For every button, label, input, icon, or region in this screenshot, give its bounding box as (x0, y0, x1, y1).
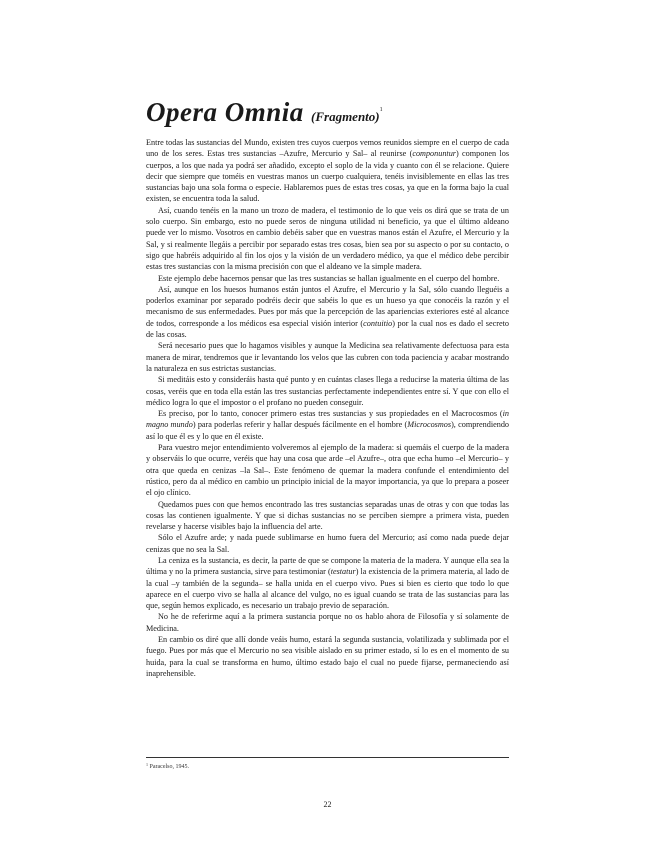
paragraph-13: En cambio os diré que allí donde veáis humo, estará la segunda sustancia, volatilizada y sublimada por el fuego. Pues por más que el Mercurio no sea visible aislado en su primer estado, sí lo es en el momento de su huida, para la cual se transforma en humo, último estado bajo el cual no puede fijarse, permaneciendo así inaprehensible. (146, 635, 509, 678)
paragraph-5: Será necesario pues que lo hagamos visibles y aunque la Medicina sea relativamente defectuosa para esta manera de mirar, tendremos que ir levantando los velos que las cubren con toda paciencia y acabar mostrando la naturaleza en sus estrictas sustancias. (146, 341, 509, 373)
page-title (146, 94, 383, 133)
paragraph-9: Quedamos pues con que hemos encontrado las tres sustancias separadas unas de otras y con que todas las cosas las contienen igualmente. Y que si dichas sustancias no se perciben siempre a primera vista, pueden revelarse y hacerse visibles bajo la influencia del arte. (146, 499, 509, 532)
paragraph-3: Este ejemplo debe hacernos pensar que las tres sustancias se hallan igualmente en el cuerpo del hombre. (158, 273, 500, 283)
paragraph-11: La ceniza es la sustancia, es decir, la parte de que se compone la materia de la madera. Y aunque ella sea la última y no la primera sustancia, sirve para testimoniar (testatur) la existencia de la primera materia, al lado de la cual –y también de la segunda– se halla unida en el cuerpo vivo. Pues si bien es cierto que todo lo que aparece en el cuerpo vivo se halla al alcance del vulgo, no es igual cuando se trata de las sustancias para las que, según hemos explicado, es necesario un trabajo previo de separación. (146, 555, 509, 611)
footnote-divider (146, 757, 509, 758)
title-main: Opera Omnia (146, 97, 304, 127)
paragraph-8: Para vuestro mejor entendimiento volveremos al ejemplo de la madera: si quemáis el cuerpo de la madera y observáis lo que ocurre, veréis que hay una cosa que arde –el Azufre–, otra que echa humo –el Mercurio– y otra que queda en cenizas –la Sal–. Este fenómeno de quemar la madera confunde el entendimiento del rústico, pero da al médico en cambio un principio inicial de la mayor importancia, ya que lo prepara a poseer el ojo clínico. (146, 443, 509, 498)
title-subtitle: (Fragmento) (311, 109, 380, 124)
page-number: 22 (323, 800, 332, 809)
title-footnote-marker: 1 (379, 107, 384, 113)
paragraph-1: Entre todas las sustancias del Mundo, existen tres cuyos cuerpos vemos reunidos siempre en el cuerpo de cada uno de los seres. Estas tres sustancias –Azufre, Mercurio y Sal– al reunirse (componuntur) componen los cuerpos, a los que nada ya podrá ser añadido, excepto el soplo de la vida y cuanto con él se relacione. Quiere decir que siempre que toméis en vuestras manos un cuerpo cualquiera, tenéis invisiblemente en ellas las tres sustancias bajo una sola forma o especie. Hablaremos pues de estas tres cosas, ya que en la forma bajo la cual existen, se encuentra toda la salud. (146, 138, 510, 204)
article-body (146, 137, 509, 679)
footnote (146, 761, 189, 771)
paragraph-10: Sólo el Azufre arde; y nada puede sublimarse en humo fuera del Mercurio; así como nada puede dejar cenizas que no sea la Sal. (146, 533, 509, 554)
paragraph-6: Si meditáis esto y consideráis hasta qué punto y en cuántas clases llega a reducirse la materia última de las cosas, veréis que en toda ella están las tres sustancias perfectamente independientes entre sí. Y que con ello el médico logra lo que el impostor o el profano no pueden conseguir. (146, 375, 509, 407)
footnote-marker: 1 (146, 762, 148, 767)
paragraph-7: Es preciso, por lo tanto, conocer primero estas tres sustancias y sus propiedades en el Macrocosmos (in magno mundo) para poderlas referir y hallar después fácilmente en el hombre (Microcosmos), comprendiendo así lo que él es y lo que en él existe. (146, 409, 510, 441)
paragraph-2: Así, cuando tenéis en la mano un trozo de madera, el testimonio de lo que veis os dirá que se trata de un solo cuerpo. Sin embargo, esto no puede seros de ninguna utilidad ni beneficio, ya que el último aldeano puede ver lo mismo. Vosotros en cambio debéis saber que en vuestras manos están el Azufre, el Mercurio y la Sal, y si realmente llegáis a percibir por separado estas tres cosas, bien sea por su aspecto o por su contacto, o sigo que habréis adquirido al fin los ojos y la visión de un verdadero médico, ya que el médico debe percibir estas tres sustancias con la misma precisión con que el aldeano ve la simple madera. (146, 205, 509, 272)
footnote-text: Paracelso, 1945. (149, 764, 189, 770)
paragraph-4: Así, aunque en los huesos humanos están juntos el Azufre, el Mercurio y la Sal, sólo cuando lleguéis a poderlos examinar por separado podréis decir que sabéis lo que es un hueso ya que conocéis la razón y el mecanismo de sus enfermedades. Pues por más que la percepción de las apariencias exteriores esté al alcance de todos, corresponde a los médicos esa especial visión interior (contuitio) por la cual nos es dado el secreto de las cosas. (146, 284, 509, 340)
paragraph-12: No he de referirme aquí a la primera sustancia porque no os hablo ahora de Filosofía y sí solamente de Medicina. (146, 612, 509, 633)
